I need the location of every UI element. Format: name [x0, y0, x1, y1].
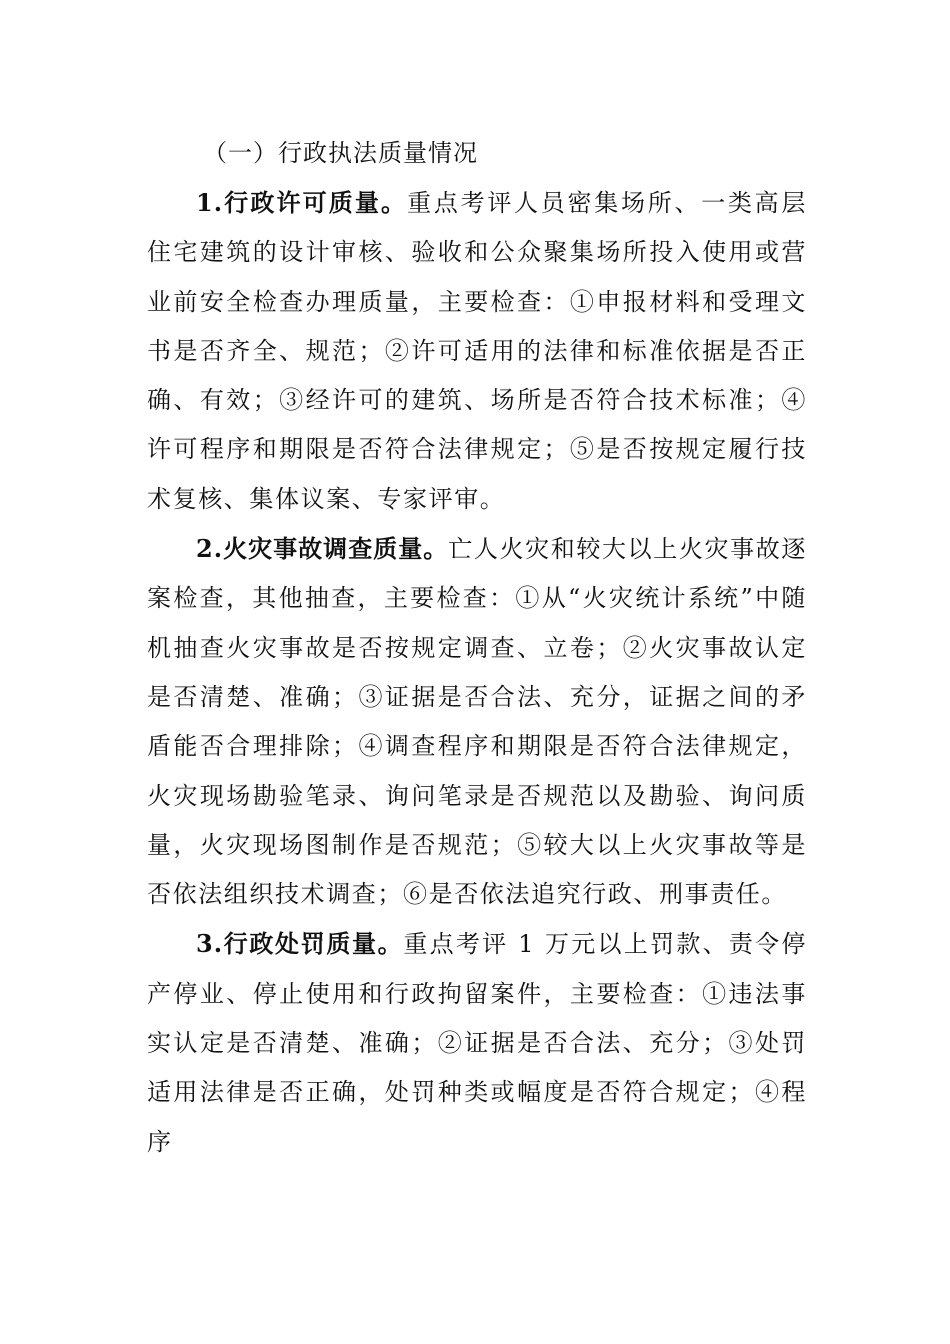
- section-heading: （一）行政执法质量情况: [203, 139, 478, 167]
- paragraph-administrative-permit: [147, 178, 807, 524]
- paragraph-body: 重点考评人员密集场所、一类高层住宅建筑的设计审核、验收和公众聚集场所投入使用或营业前安全检查办理质量，主要检查：①申报材料和受理文书是否齐全、规范；②许可适用的法律和标准依据是否正确、有效；③经许可的建筑、场所是否符合技术标准；④许可程序和期限是否符合法律规定；⑤是否按规定履行技术复核、集体议案、专家评审。: [147, 189, 807, 513]
- paragraph-administrative-penalty: [147, 919, 807, 1166]
- paragraph-fire-investigation: [147, 524, 807, 919]
- paragraph-body: 亡人火灾和较大以上火灾事故逐案检查，其他抽查，主要检查：①从“火灾统计系统”中随机抽查火灾事故是否按规定调查、立卷；②火灾事故认定是否清楚、准确；③证据是否合法、充分，证据之间的矛盾能否合理排除；④调查程序和期限是否符合法律规定，火灾现场勘验笔录、询问笔录是否规范以及勘验、询问质量，火灾现场图制作是否规范；⑤较大以上火灾事故等是否依法组织技术调查；⑥是否依法追究行政、刑事责任。: [147, 535, 807, 909]
- paragraph-body: 重点考评 1 万元以上罚款、责令停产停业、停止使用和行政拘留案件，主要检查：①违法事实认定是否清楚、准确；②证据是否合法、充分；③处罚适用法律是否正确，处罚种类或幅度是否符合规定；④程序: [147, 930, 807, 1156]
- document-body: [147, 128, 807, 1167]
- paragraph-lead: 2.火灾事故调查质量。: [196, 534, 449, 564]
- paragraph-lead: 3.行政处罚质量。: [196, 929, 404, 959]
- paragraph-lead: 1.行政许可质量。: [196, 188, 408, 217]
